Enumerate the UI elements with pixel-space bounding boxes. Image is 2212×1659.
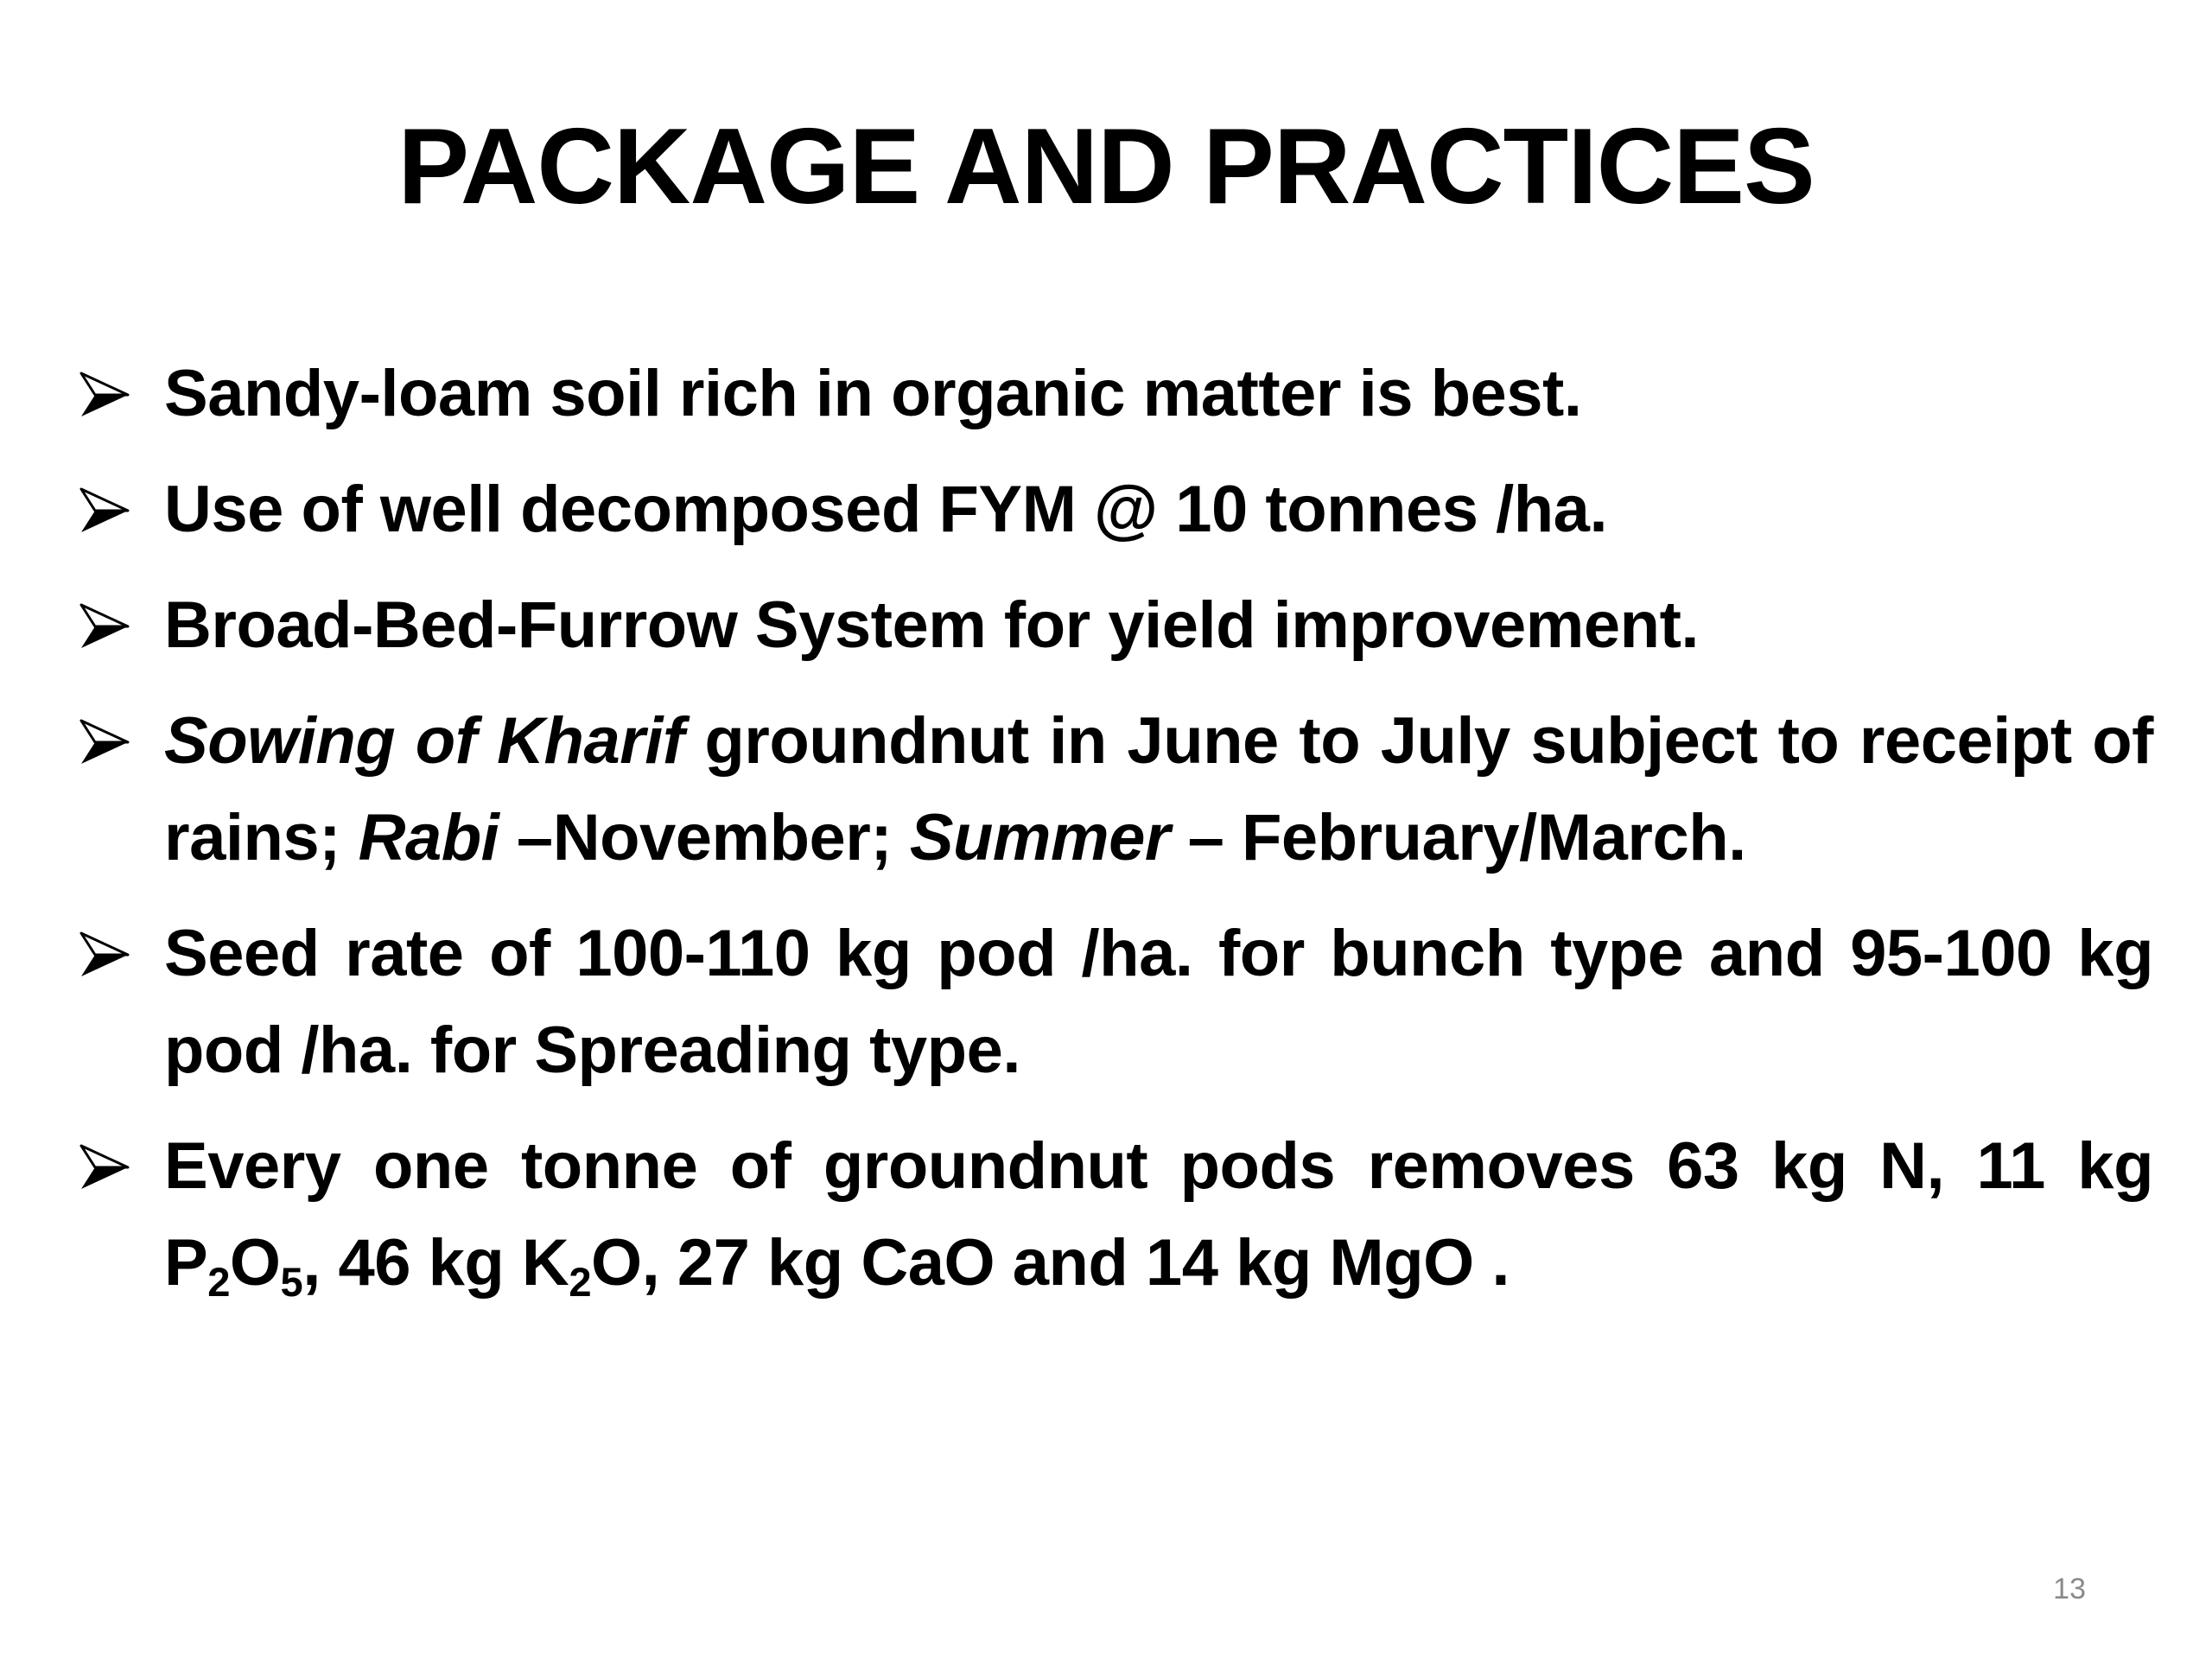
bullet-item: [79, 461, 2153, 558]
arrow-bullet-icon: [79, 719, 130, 766]
bullet-text: Every one tonne of groundnut pods removes 63 kg N, 11 kg P: [164, 1129, 2153, 1300]
arrow-bullet-icon: [79, 487, 130, 534]
bullet-item: [79, 693, 2153, 887]
bullet-item: [79, 906, 2153, 1099]
bullet-text: , 46 kg K: [302, 1226, 569, 1300]
bullet-text: Use of well decomposed FYM @ 10 tonnes /ha.: [164, 473, 1608, 546]
subscript: 2: [207, 1259, 230, 1306]
bullet-text: Broad-Bed-Furrow System for yield improvement.: [164, 588, 1699, 662]
bullet-text: Seed rate of 100-110 kg pod /ha. for bunch type and 95-100 kg pod /ha. for Spreading type.: [164, 917, 2153, 1087]
bullet-text: –November;: [516, 801, 893, 874]
arrow-bullet-icon: [79, 931, 130, 978]
bullet-item: [79, 346, 2153, 442]
arrow-bullet-icon: [79, 372, 130, 418]
bullet-item: [79, 577, 2153, 674]
bullet-text: O, 27 kg CaO and 14 kg MgO .: [591, 1226, 1510, 1300]
bullet-text: O: [229, 1226, 281, 1300]
arrow-bullet-icon: [79, 603, 130, 650]
bullet-italic-text: Rabi: [358, 801, 499, 874]
bullet-italic-text: Summer: [909, 801, 1170, 874]
slide-title: PACKAGE AND PRACTICES: [397, 107, 1815, 226]
arrow-bullet-icon: [79, 1144, 130, 1191]
page-number: 13: [2053, 1573, 2086, 1605]
bullet-list: [79, 346, 2153, 1331]
bullet-text: – February/March.: [1187, 801, 1746, 874]
bullet-text: groundnut in June to July subject to receipt of rains;: [164, 704, 2153, 874]
subscript: 2: [569, 1259, 592, 1306]
bullet-item: [79, 1118, 2153, 1312]
bullet-text: Sandy-loam soil rich in organic matter is best.: [164, 357, 1582, 430]
bullet-italic-text: Sowing of Kharif: [164, 704, 684, 778]
subscript: 5: [280, 1259, 303, 1306]
